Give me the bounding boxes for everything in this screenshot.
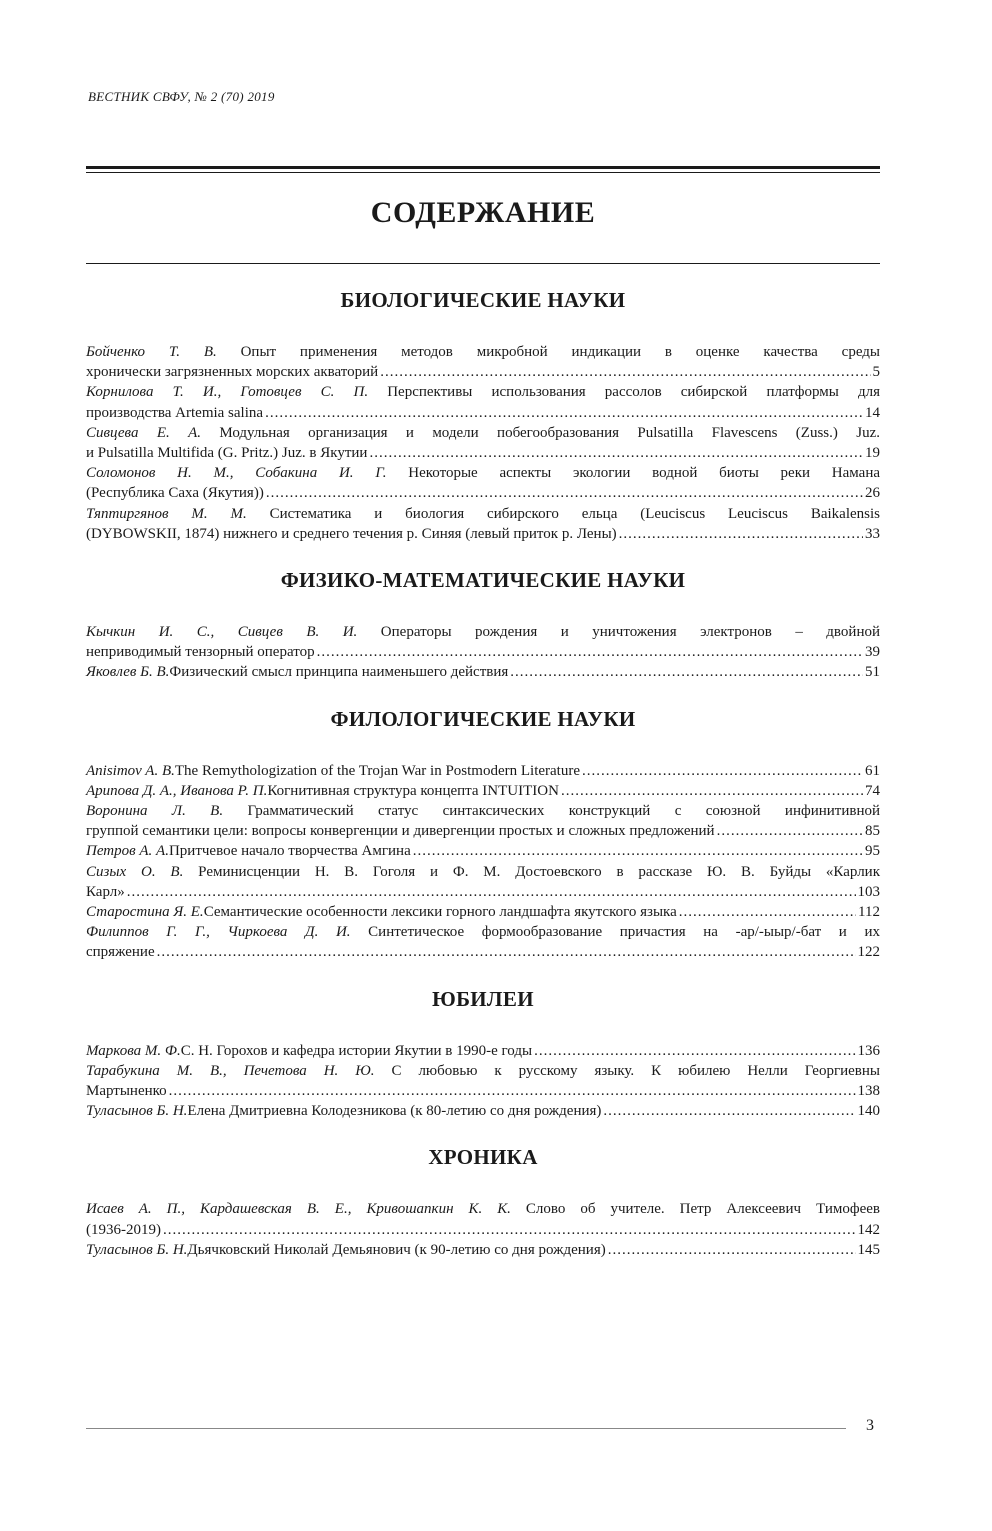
entry-page: 138 [857,1083,880,1100]
entry-title: Некоторые аспекты экологии водной биоты реки Намана [386,465,881,482]
entry-authors: Туласынов Б. Н. [86,1103,188,1120]
leader-dots [380,362,870,382]
entry-page: 85 [865,823,880,840]
leader-dots [717,821,863,841]
entry-title-cont: (1936-2019) [86,1221,161,1238]
leader-dots [157,942,856,962]
leader-dots [127,882,856,902]
section-title: ФИЗИКО-МАТЕМАТИЧЕСКИЕ НАУКИ [280,568,686,593]
entry-title: Слово об учителе. Петр Алексеевич Тимофеев [510,1201,880,1218]
section-title: ЮБИЛЕИ [432,986,534,1011]
section-title: БИОЛОГИЧЕСКИЕ НАУКИ [340,288,626,312]
entry-title: Грамматический статус синтаксических конструкций с союзной инфинитивной [223,803,881,820]
entry-authors: Филиппов Г. Г., Чиркоева Д. И. [86,924,351,941]
footer-rule [86,1428,846,1429]
entry-title: Модульная организация и модели побегообразования Pulsatilla Flavescens (Zuss.) Juz. [201,424,880,441]
toc-entry[interactable] [86,1041,880,1061]
entry-page: 74 [865,782,880,799]
toc-entry[interactable] [86,761,880,781]
toc-entry[interactable] [86,1199,880,1239]
leader-dots [265,403,863,423]
leader-dots [317,642,863,662]
entry-title: С. Н. Горохов и кафедра истории Якутии в 1990-е годы [180,1042,533,1059]
entry-page: 140 [857,1103,880,1120]
entry-page: 51 [865,664,880,681]
entry-title-cont: спряжение [86,944,155,961]
entry-authors: Корнилова Т. И., Готовцев С. П. [86,384,369,401]
entry-authors: Сизых О. В. [86,863,184,880]
toc-entry[interactable] [86,922,880,962]
entry-page: 26 [865,485,880,502]
toc-section [86,1143,880,1260]
toc-section [86,705,880,963]
entry-page: 103 [857,883,880,900]
toc-entry[interactable] [86,902,880,922]
page-title: СОДЕРЖАНИЕ [370,196,596,229]
entry-title: Реминисценции Н. В. Гоголя и Ф. М. Достоевского в рассказе Ю. В. Буйды «Карлик [183,863,880,880]
section-title: ФИЛОЛОГИЧЕСКИЕ НАУКИ [330,706,636,731]
entry-title: Когнитивная структура концепта INTUITION [267,782,559,799]
entry-authors: Исаев А. П., Кардашевская В. Е., Кривошапкин К. К. [86,1201,511,1218]
entry-page: 61 [865,762,880,779]
entry-page: 112 [858,904,880,921]
entry-authors: Воронина Л. В. [86,803,224,820]
toc-entry[interactable] [86,1061,880,1101]
leader-dots [608,1240,856,1260]
section-title: ХРОНИКА [428,1145,538,1170]
entry-title-cont: (DYBOWSKII, 1874) нижнего и среднего течения р. Синяя (левый приток р. Лены) [86,525,617,542]
entry-page: 5 [872,364,880,381]
entry-authors: Тарабукина М. В., Печетова Н. Ю. [86,1062,375,1079]
leader-dots [169,1081,856,1101]
entry-authors: Петров А. А. [86,843,169,860]
leader-dots [413,841,863,861]
table-of-contents [86,286,880,1260]
entry-page: 33 [865,525,880,542]
toc-entry[interactable] [86,662,880,682]
entry-page: 39 [865,644,880,661]
leader-dots [561,781,863,801]
toc-entry[interactable] [86,781,880,801]
entry-title: The Remythologization of the Trojan War in Postmodern Literature [174,762,581,779]
entry-title-cont: хронически загрязненных морских акваторий [86,364,379,381]
toc-entry[interactable] [86,862,880,902]
leader-dots [369,443,863,463]
entry-authors: Бойченко Т. В. [86,344,217,360]
leader-dots [266,483,863,503]
entry-authors: Старостина Я. Е. [86,904,204,921]
entry-title-cont: группой семантики цели: вопросы конвергенции и дивергенции простых и сложных предложений [86,823,715,840]
entry-title: Систематика и биология сибирского ельца (Leuciscus Leuciscus Baikalensis [246,505,880,522]
toc-entry[interactable] [86,801,880,841]
entry-title: Елена Дмитриевна Колодезникова (к 80-летию со дня рождения) [187,1103,602,1120]
entry-page: 95 [865,843,880,860]
entry-title: Физический смысл принципа наименьшего действия [169,664,509,681]
entry-title-cont: Мартыненко [86,1083,167,1100]
toc-entry[interactable] [86,423,880,463]
entry-page: 19 [865,445,880,462]
entry-title-cont: и Pulsatilla Multifida (G. Pritz.) Juz. в Якутии [86,445,368,462]
entry-page: 136 [857,1042,880,1059]
toc-section [86,985,880,1122]
toc-entry[interactable] [86,463,880,503]
entry-page: 145 [857,1241,880,1258]
entry-title-cont: неприводимый тензорный оператор [86,644,315,661]
leader-dots [603,1101,855,1121]
leader-dots [534,1041,855,1061]
entry-page: 14 [865,404,880,421]
leader-dots [582,761,863,781]
toc-section [86,566,880,683]
entry-title: Дьячковский Николай Демьянович (к 90-летию со дня рождения) [187,1241,606,1258]
leader-dots [679,902,856,922]
entry-title: Синтетическое формообразование причастия на -ар/-ыыр/-бат и их [350,924,880,941]
entry-authors: Арипова Д. А., Иванова Р. П. [86,782,268,799]
entry-title-cont: производства Artemia salina [86,404,264,421]
toc-entry[interactable] [86,342,880,382]
entry-page: 122 [857,944,880,961]
page-number: 3 [866,1417,874,1434]
entry-authors: Сивцева Е. А. [86,424,202,441]
entry-authors: Тяптиргянов М. М. [86,505,247,522]
entry-authors: Маркова М. Ф. [86,1042,181,1059]
toc-entry[interactable] [86,622,880,662]
entry-title: Семантические особенности лексики горного ландшафта якутского языка [203,904,677,921]
leader-dots [163,1220,856,1240]
toc-entry[interactable] [86,841,880,861]
entry-title: Опыт применения методов микробной индикации в оценке качества среды [216,344,880,360]
entry-title: Притчевое начало творчества Амгина [168,843,411,860]
toc-entry[interactable] [86,1240,880,1260]
entry-authors: Яковлев Б. В. [86,664,170,681]
leader-dots [619,524,863,544]
entry-authors: Соломонов Н. М., Собакина И. Г. [86,465,387,482]
title-rule [86,263,880,264]
entry-title-cont: Карл» [86,883,125,900]
entry-title-cont: (Республика Саха (Якутия)) [86,485,264,502]
toc-entry[interactable] [86,504,880,544]
entry-title: Операторы рождения и уничтожения электронов – двойной [357,624,880,641]
toc-entry[interactable] [86,382,880,422]
entry-page: 142 [857,1221,880,1238]
journal-header: ВЕСТНИК СВФУ, № 2 (70) 2019 [88,89,275,104]
entry-authors: Кычкин И. С., Сивцев В. И. [86,624,358,641]
header-double-rule [86,166,880,169]
toc-entry[interactable] [86,1101,880,1121]
entry-authors: Туласынов Б. Н. [86,1241,188,1258]
entry-authors: Anisimov A. B. [86,762,175,779]
toc-section [86,286,880,544]
entry-title: С любовью к русскому языку. К юбилею Нелли Георгиевны [374,1062,880,1079]
entry-title: Перспективы использования рассолов сибирской платформы для [368,384,881,401]
leader-dots [510,662,863,682]
